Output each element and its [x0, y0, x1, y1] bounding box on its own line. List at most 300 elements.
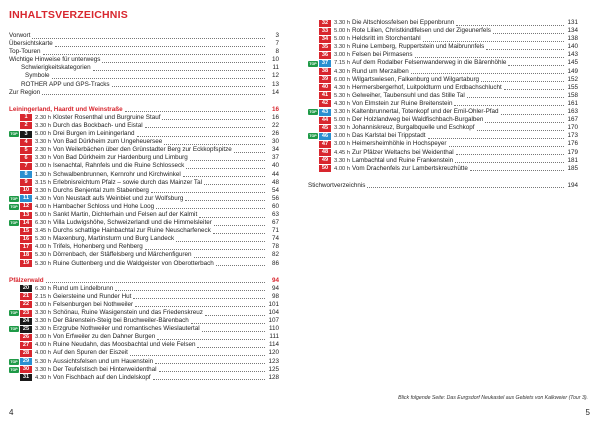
tour-number-badge: 46	[319, 133, 331, 140]
top-tour-badge: TOP	[10, 196, 18, 201]
dot-leader	[216, 265, 265, 266]
toc-page: 14	[271, 88, 279, 96]
tour-number-badge: 35	[319, 44, 331, 51]
tour-page: 110	[268, 325, 279, 333]
tour-number-badge: 47	[319, 141, 331, 148]
dot-leader	[477, 130, 564, 131]
dot-leader	[205, 315, 265, 316]
tour-title: Von Bad Dürkheim zum Ungeheuersee	[53, 138, 163, 146]
tour-row[interactable]	[9, 138, 279, 146]
tour-number-badge: 5	[20, 147, 32, 154]
tour-row[interactable]	[9, 317, 279, 325]
tour-duration: 5.00 h	[334, 28, 351, 35]
tour-number-badge: 4	[20, 139, 32, 146]
top-tour-badge: TOP	[309, 110, 317, 115]
tour-title: Rund um Merzalben	[352, 67, 409, 75]
top-tour-badge: TOP	[10, 221, 18, 226]
tour-row[interactable]	[9, 325, 279, 333]
dot-leader	[202, 331, 265, 332]
tour-title: Lambachtal und Ruine Frankenstein	[352, 156, 454, 164]
tour-page: 185	[567, 164, 578, 172]
dot-leader	[455, 162, 564, 163]
tour-page: 67	[271, 219, 279, 227]
tour-title: Heldsritt im Storchentahl	[352, 35, 421, 43]
dot-leader	[454, 105, 564, 106]
tour-row[interactable]	[9, 341, 279, 349]
section-heading[interactable]	[9, 277, 279, 285]
dot-leader	[159, 371, 266, 372]
tour-page: 71	[271, 227, 279, 235]
tour-row[interactable]	[9, 227, 279, 235]
tour-title: Von Bad Dürkheim zur Hardenburg und Limburg	[53, 154, 188, 162]
tour-page: 54	[271, 186, 279, 194]
dot-leader	[234, 152, 265, 153]
tour-duration: 3.30 h	[334, 125, 351, 132]
tour-row[interactable]	[9, 251, 279, 259]
tour-row[interactable]	[308, 51, 578, 59]
tour-page: 179	[567, 148, 578, 156]
dot-leader	[190, 160, 265, 161]
tour-page: 37	[271, 154, 279, 162]
tour-row[interactable]	[9, 154, 279, 162]
tour-title: Heimersheimhöhle in Hochspeyer	[352, 140, 447, 148]
dot-leader	[214, 225, 265, 226]
tour-row[interactable]	[308, 140, 578, 148]
tour-duration: 3.00 h	[334, 141, 351, 148]
tour-page: 163	[567, 108, 578, 116]
section-title: Pfälzerwald	[9, 276, 44, 284]
dot-leader	[93, 70, 265, 71]
tour-number-badge: 30	[20, 366, 32, 373]
tour-page: 16	[271, 113, 279, 121]
tour-title: Maxenburg, Martinsturm und Burg Landeck	[53, 235, 175, 243]
tour-duration: 3.30 h	[35, 187, 52, 194]
tour-number-badge: 48	[319, 149, 331, 156]
tour-row[interactable]	[9, 171, 279, 179]
dot-leader	[183, 176, 265, 177]
tour-title: Von Fischbach auf den Lindelskopf	[53, 373, 151, 381]
tour-duration: 4.30 h	[334, 100, 351, 107]
dot-leader	[32, 38, 265, 39]
tour-duration: 7.15 h	[334, 60, 351, 67]
dot-leader	[153, 379, 265, 380]
tour-row[interactable]	[9, 301, 279, 309]
dot-leader	[470, 170, 564, 171]
spacer	[9, 97, 279, 106]
toc-row[interactable]	[9, 64, 279, 72]
dot-leader	[176, 241, 265, 242]
tour-duration: 3.45 h	[35, 228, 52, 235]
toc-label: ROTHER APP und GPS-Tracks	[21, 80, 110, 88]
tour-row[interactable]	[308, 157, 578, 165]
tour-row[interactable]	[9, 130, 279, 138]
tour-row[interactable]	[9, 235, 279, 243]
tour-page: 78	[271, 243, 279, 251]
tour-title: Hambacher Schloss und Hohe Loog	[53, 202, 155, 210]
tour-page: 48	[271, 178, 279, 186]
tour-title: Ruine Lemberg, Ruppertstein und Maibrunnfels	[352, 43, 485, 51]
toc-label: Übersichtskarte	[9, 40, 53, 48]
tour-title: Erlebnisreichtum Pfalz – sowie durch das Mainzer Tal	[53, 178, 202, 186]
tour-duration: 4.00 h	[35, 350, 52, 357]
tour-page: 107	[268, 317, 279, 325]
top-tour-badge: TOP	[10, 311, 18, 316]
dot-leader	[157, 339, 265, 340]
dot-leader	[55, 46, 265, 47]
tour-page: 149	[567, 67, 578, 75]
tour-number-badge: 24	[20, 318, 32, 325]
tour-page: 145	[567, 59, 578, 67]
tour-duration: 4.00 h	[35, 342, 52, 349]
tour-duration: 6.30 h	[35, 285, 52, 292]
tour-number-badge: 19	[20, 260, 32, 267]
tour-row[interactable]	[9, 114, 279, 122]
tour-duration: 5.30 h	[35, 236, 52, 243]
tour-row[interactable]	[308, 116, 578, 124]
dot-leader	[137, 136, 265, 137]
top-tour-badge: TOP	[10, 204, 18, 209]
page-title: INHALTSVERZEICHNIS	[9, 9, 128, 21]
dot-leader	[135, 306, 265, 307]
tour-duration: 1.30 h	[35, 171, 52, 178]
tour-title: Rund um Lindelbrunn	[53, 284, 114, 292]
tour-row[interactable]	[9, 179, 279, 187]
tour-page: 158	[567, 91, 578, 99]
tour-title: Von Elmstein zur Ruine Breitenstein	[352, 99, 453, 107]
tour-page: 82	[271, 251, 279, 259]
tour-row[interactable]	[308, 35, 578, 43]
tour-row[interactable]	[9, 146, 279, 154]
tour-row[interactable]	[9, 285, 279, 293]
tour-title: Dörrenbach, der Stäffelsberg und Märchenfiguren	[53, 251, 192, 259]
tour-row[interactable]	[308, 27, 578, 35]
tour-title: Kloster Rosenthal und Burgruine Stauf	[53, 113, 161, 121]
section-title: Leiningerland, Haardt und Weinstraße	[9, 105, 123, 113]
tour-duration: 2.30 h	[35, 147, 52, 154]
right-page	[300, 0, 600, 428]
tour-title: Aussichtsfelsen und um Hauenstein	[53, 357, 154, 365]
tour-number-badge: 25	[20, 326, 32, 333]
tour-page: 111	[269, 333, 279, 341]
tour-duration: 5.30 h	[334, 92, 351, 99]
tour-number-badge: 3	[20, 131, 32, 138]
tour-duration: 4.00 h	[334, 165, 351, 172]
tour-title: Durchs Benjental zum Stabenberg	[53, 186, 149, 194]
tour-title: Kaltenbrunnertal, Totenkopf und der Emil-Ohler-Pfad	[352, 108, 499, 116]
dot-leader	[415, 57, 564, 58]
tour-number-badge: 28	[20, 350, 32, 357]
tour-row[interactable]	[9, 187, 279, 195]
tour-row[interactable]	[308, 68, 578, 76]
tour-page: 34	[271, 146, 279, 154]
tour-duration: 5.30 h	[35, 252, 52, 259]
tour-number-badge: 39	[319, 76, 331, 83]
tour-page: 131	[567, 19, 578, 26]
spacer	[9, 268, 279, 277]
toc-label: Vorwort	[9, 32, 31, 39]
tour-title: Von Weilerbächen über den Grünstadter Berg zur Eckkopfspitze	[53, 146, 232, 154]
tour-title: Ruine Guttenberg und die Waldgeister von Oberotterbach	[53, 259, 214, 267]
tour-row[interactable]	[9, 195, 279, 203]
tour-title: Der Bärenstein-Steig bei Bruchweiler-Bärenbach	[53, 317, 189, 325]
toc-row[interactable]	[9, 81, 279, 89]
tour-page: 181	[567, 156, 578, 164]
tour-duration: 3.30 h	[334, 157, 351, 164]
toc-row[interactable]	[9, 48, 279, 56]
dot-leader	[43, 54, 265, 55]
tour-duration: 3.15 h	[35, 179, 52, 186]
tour-duration: 5.30 h	[35, 358, 52, 365]
tour-row[interactable]	[9, 203, 279, 211]
tour-number-badge: 42	[319, 100, 331, 107]
tour-row[interactable]	[308, 132, 578, 140]
tour-page: 161	[567, 99, 578, 107]
tour-duration: 3.00 h	[334, 133, 351, 140]
tour-title: Der Teufelstisch bei Hinterweidenthal	[53, 365, 157, 373]
tour-duration: 5.00 h	[35, 211, 52, 218]
tour-title: Auf den Spuren der Eiszeit	[53, 349, 128, 357]
tour-row[interactable]	[9, 366, 279, 374]
tour-row[interactable]	[308, 149, 578, 157]
dot-leader	[213, 233, 265, 234]
tour-number-badge: 29	[20, 358, 32, 365]
tour-page: 152	[567, 75, 578, 83]
top-tour-badge: TOP	[309, 134, 317, 139]
tour-duration: 2.15 h	[35, 293, 52, 300]
tour-duration: 3.30 h	[334, 44, 351, 51]
tour-page: 173	[567, 132, 578, 140]
dot-leader	[204, 184, 265, 185]
tour-number-badge: 49	[319, 157, 331, 164]
dot-leader	[156, 208, 265, 209]
tour-number-badge: 23	[20, 310, 32, 317]
toc-label: Zur Region	[9, 88, 41, 96]
tour-duration: 3.30 h	[35, 366, 52, 373]
tour-number-badge: 15	[20, 228, 32, 235]
tour-title: Gelweiher, Taubensuhl und das Stille Tal	[352, 91, 465, 99]
tour-row[interactable]	[308, 100, 578, 108]
tour-row[interactable]	[308, 92, 578, 100]
tour-page: 170	[567, 124, 578, 132]
tour-title: Zur Pfälzer Weltachs bei Weidenthal	[352, 148, 454, 156]
toc-row[interactable]	[9, 89, 279, 97]
tour-row[interactable]	[9, 349, 279, 357]
dot-leader	[186, 168, 265, 169]
tour-title: Von Erfweiler zu den Dahner Burgen	[53, 333, 156, 341]
toc-row[interactable]	[9, 32, 279, 40]
toc-page: 12	[271, 72, 279, 80]
tour-number-badge: 10	[20, 187, 32, 194]
toc-label: Top-Touren	[9, 48, 41, 56]
toc-row[interactable]	[308, 182, 578, 190]
tour-duration: 3.30 h	[35, 155, 52, 162]
tour-title: Vom Drachenfels zur Lambertskreuzhütte	[352, 164, 468, 172]
tour-page: 114	[268, 341, 279, 349]
tour-number-badge: 17	[20, 244, 32, 251]
tour-number-badge: 32	[319, 20, 331, 27]
dot-leader	[115, 290, 265, 291]
dot-leader	[185, 200, 265, 201]
dot-leader	[52, 78, 266, 79]
tour-page: 30	[271, 138, 279, 146]
dot-leader	[493, 33, 564, 34]
tour-page: 60	[271, 202, 279, 210]
tour-title: Von Neustadt aufs Weinbiet und zur Wolfsburg	[53, 194, 184, 202]
tour-row[interactable]	[308, 59, 578, 67]
section-heading[interactable]	[9, 106, 279, 114]
dot-leader	[467, 97, 564, 98]
tour-number-badge: 50	[319, 165, 331, 172]
tour-duration: 3.30 h	[35, 139, 52, 146]
tour-title: Schwalbenbrunnen, Kernrohr und Kirchwinkel	[53, 170, 181, 178]
dot-leader	[197, 347, 265, 348]
tour-number-badge: 16	[20, 236, 32, 243]
tour-page: 138	[567, 35, 578, 43]
dot-leader	[449, 146, 565, 147]
top-tour-badge: TOP	[10, 359, 18, 364]
tour-title: Erzgrube Nothweiler und romantisches Wieslautertal	[53, 325, 200, 333]
tour-number-badge: 33	[319, 28, 331, 35]
tour-duration: 2.30 h	[35, 114, 52, 121]
tour-duration: 5.00 h	[334, 36, 351, 43]
tour-number-badge: 40	[319, 84, 331, 91]
tour-duration: 3.00 h	[35, 334, 52, 341]
dot-leader	[486, 49, 564, 50]
tour-page: 94	[271, 284, 279, 292]
tour-page: 125	[268, 365, 279, 373]
tour-row[interactable]	[308, 76, 578, 84]
toc-left	[9, 32, 279, 382]
tour-duration: 4.00 h	[35, 203, 52, 210]
tour-duration: 3.00 h	[35, 301, 52, 308]
tour-duration: 4.30 h	[334, 68, 351, 75]
tour-number-badge: 12	[20, 203, 32, 210]
tour-title: Das Karlstal bei Trippstadt	[352, 132, 426, 140]
tour-title: Wilgartswiesen, Falkenburg und Wilgartaburg	[352, 75, 480, 83]
dot-leader	[456, 25, 564, 26]
tour-title: Drei Burgen im Leiningerland	[53, 130, 135, 138]
toc-label: Stichwortverzeichnis	[308, 181, 366, 189]
page-number-left: 4	[9, 408, 14, 417]
tour-title: Der Holzlandweg bei Waldfischbach-Burgalben	[352, 116, 484, 124]
tour-row[interactable]	[9, 219, 279, 227]
spacer	[308, 173, 578, 182]
dot-leader	[456, 154, 564, 155]
toc-page: 3	[275, 32, 279, 39]
dot-leader	[145, 127, 265, 128]
tour-row[interactable]	[9, 122, 279, 130]
toc-label: Wichtige Hinweise für unterwegs	[9, 56, 101, 64]
tour-row[interactable]	[9, 358, 279, 366]
toc-label: Schwierigkeitskategorien	[21, 64, 91, 72]
dot-leader	[428, 138, 565, 139]
toc-row[interactable]	[9, 72, 279, 80]
tour-number-badge: 13	[20, 212, 32, 219]
tour-page: 56	[271, 194, 279, 202]
tour-row[interactable]	[308, 84, 578, 92]
tour-row[interactable]	[9, 260, 279, 268]
dot-leader	[504, 89, 564, 90]
dot-leader	[133, 298, 265, 299]
tour-number-badge: 27	[20, 342, 32, 349]
tour-duration: 4.30 h	[35, 374, 52, 381]
tour-title: Durchs schattige Hainbachtal zur Ruine Neuscharfeneck	[53, 227, 211, 235]
tour-row[interactable]	[308, 19, 578, 27]
tour-row[interactable]	[9, 243, 279, 251]
dot-leader	[162, 119, 265, 120]
tour-page: 167	[567, 116, 578, 124]
dot-leader	[164, 144, 265, 145]
tour-title: Geiersteine und Runder Hut	[53, 292, 132, 300]
toc-page: 10	[271, 56, 279, 64]
toc-row[interactable]	[9, 56, 279, 64]
tour-duration: 4.30 h	[334, 84, 351, 91]
tour-number-badge: 31	[20, 374, 32, 381]
tour-duration: 6.30 h	[35, 220, 52, 227]
dot-leader	[508, 65, 564, 66]
tour-title: Auf dem Rodalber Felsenwanderweg in die Bärenhöhle	[352, 59, 507, 67]
tour-page: 128	[268, 373, 279, 381]
dot-leader	[102, 62, 265, 63]
dot-leader	[194, 257, 266, 258]
tour-title: Felsenburgen bei Nothweiler	[53, 300, 134, 308]
tour-number-badge: 7	[20, 163, 32, 170]
tour-page: 104	[268, 309, 279, 316]
tour-row[interactable]	[9, 309, 279, 317]
dot-leader	[155, 363, 265, 364]
toc-label: Symbole	[25, 72, 50, 80]
top-tour-badge: TOP	[309, 61, 317, 66]
tour-number-badge: 20	[20, 285, 32, 292]
tour-row[interactable]	[9, 162, 279, 170]
tour-title: Johanniskreuz, Burgalbquelle und Eschkopf	[352, 124, 475, 132]
tour-number-badge: 21	[20, 293, 32, 300]
tour-title: Villa Ludwigshöhe, Schweizerlandl und die Himmelsleiter	[53, 219, 212, 227]
toc-page: 11	[272, 64, 279, 72]
tour-duration: 6.00 h	[334, 76, 351, 83]
tour-number-badge: 8	[20, 171, 32, 178]
section-page: 94	[271, 276, 279, 284]
dot-leader	[151, 192, 265, 193]
tour-row[interactable]	[9, 211, 279, 219]
tour-page: 101	[268, 300, 279, 308]
tour-row[interactable]	[9, 374, 279, 382]
tour-row[interactable]	[308, 165, 578, 173]
tour-page: 22	[271, 121, 279, 129]
tour-row[interactable]	[308, 43, 578, 51]
tour-number-badge: 26	[20, 334, 32, 341]
tour-page: 140	[567, 43, 578, 51]
tour-row[interactable]	[308, 124, 578, 132]
tour-number-badge: 22	[20, 301, 32, 308]
tour-number-badge: 2	[20, 122, 32, 129]
toc-page: 8	[275, 48, 279, 56]
tour-number-badge: 41	[319, 92, 331, 99]
dot-leader	[145, 249, 265, 250]
tour-number-badge: 44	[319, 117, 331, 124]
toc-page: 13	[271, 80, 279, 88]
dot-leader	[411, 73, 564, 74]
tour-row[interactable]	[9, 333, 279, 341]
toc-row[interactable]	[9, 40, 279, 48]
tour-duration: 3.30 h	[35, 310, 52, 316]
page-number-right: 5	[585, 408, 590, 417]
tour-number-badge: 34	[319, 36, 331, 43]
tour-page: 86	[271, 259, 279, 267]
tour-row[interactable]	[308, 108, 578, 116]
tour-row[interactable]	[9, 293, 279, 301]
dot-leader	[485, 122, 564, 123]
